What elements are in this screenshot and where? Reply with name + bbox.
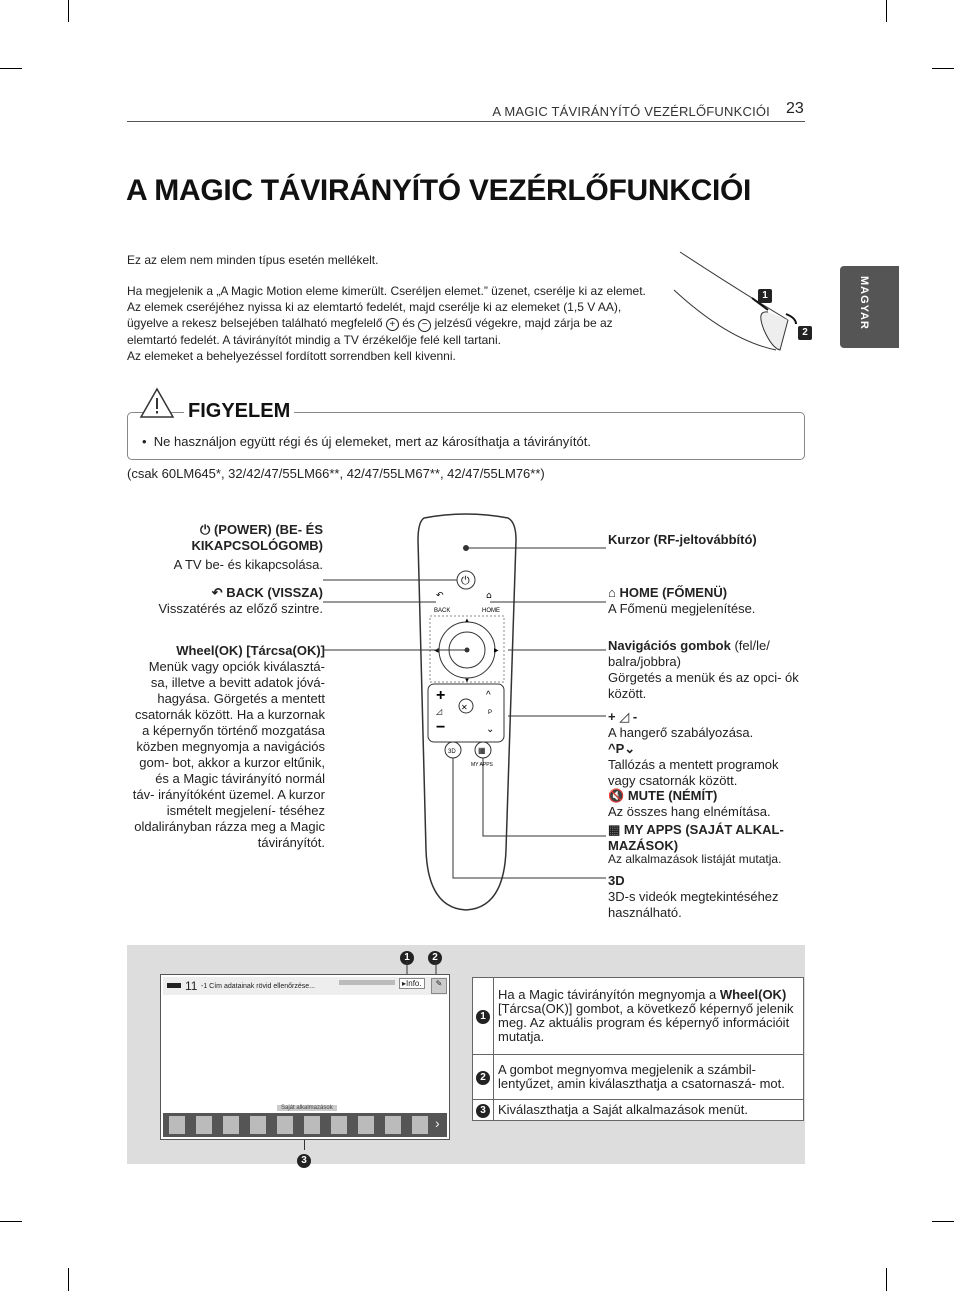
plus-icon: + bbox=[386, 318, 399, 331]
caution-title: FIGYELEM bbox=[184, 400, 294, 423]
wheel-desc: Menük vagy opciók kiválasztá- sa, illetve a bevitt adatok jóvá- hagyása. Görgetés a mentett csatornák között. Ha a kurzornak a képernyőn történő mozgatása közben megnyomja a navigációs gom- bot, akkor a kurzor eltűnik, és a Magic távirányító normál táv- irányítóként üzemel. A kurzor ismételt megjelení- téséhez oldalirányban rázza meg a Magic távirányítót. bbox=[132, 659, 325, 850]
battery-step-1-marker: 1 bbox=[758, 285, 772, 303]
channel-info: -1 Cím adatainak rövid ellenőrzése... bbox=[201, 983, 315, 990]
mute-icon: 🔇 bbox=[608, 788, 625, 803]
progress-bar bbox=[339, 980, 395, 985]
running-header: A MAGIC TÁVIRÁNYÍTÓ VEZÉRLŐFUNKCIÓI bbox=[492, 104, 770, 119]
crop-mark bbox=[0, 68, 22, 69]
crop-mark bbox=[932, 1221, 954, 1222]
battery-step-2-marker: 2 bbox=[798, 322, 812, 340]
intro-text: Ha megjelenik a „A Magic Motion eleme kimerült. Cseréljen elemet.” üzenet, cserélje ki az elemet. Az elemek cseréjéhez nyissa ki az elemtartó fedelét, majd cserélje ki az elemeket (1,5 V AA), ügyelve a rekesz belsejében található megfelelő + és − jelzésű végekre, majd zárja be az elemtartó fedelét. A távirányítót mindig a TV érzékelője felé kell tartani. Az elemeket a behelyezéssel fordított sorrendben kell kivenni. bbox=[127, 284, 646, 363]
app-icons-row[interactable] bbox=[169, 1116, 429, 1134]
callout-3: 3 bbox=[297, 1150, 311, 1168]
svg-text:▲: ▲ bbox=[464, 618, 470, 624]
svg-text:⌂: ⌂ bbox=[486, 591, 492, 601]
home-icon: ⌂ bbox=[608, 585, 616, 600]
wheel-label: Wheel(OK) [Tárcsa(OK)] bbox=[176, 643, 325, 658]
chevron-down-icon: ⌄ bbox=[624, 741, 636, 756]
home-desc: A Főmenü megjelenítése. bbox=[608, 601, 756, 616]
3d-button-text: 3D bbox=[448, 749, 456, 755]
back-icon: ↶ bbox=[211, 585, 223, 600]
minus-icon: − bbox=[418, 319, 431, 332]
myapps-desc: Az alkalmazások listáját mutatja. bbox=[608, 852, 782, 866]
tv-screen bbox=[160, 974, 450, 1140]
svg-text:+: + bbox=[436, 687, 446, 704]
back-desc: Visszatérés az előző szintre. bbox=[158, 601, 323, 616]
back-button-text: BACK bbox=[434, 608, 451, 614]
page-title: A MAGIC TÁVIRÁNYÍTÓ VEZÉRLŐFUNKCIÓI bbox=[126, 174, 752, 207]
table-row: 1 Ha a Magic távirányítón megnyomja a Wheel(OK) [Tárcsa(OK)] gombot, a következő képernyő jelenik meg. Az aktuális program és képernyő információit mutatja. bbox=[473, 978, 804, 1055]
svg-text:⏻: ⏻ bbox=[461, 574, 470, 587]
crop-mark bbox=[886, 1268, 887, 1291]
my-apps-bar[interactable] bbox=[163, 1113, 447, 1137]
model-list: (csak 60LM645*, 32/42/47/55LM66**, 42/47/55LM67**, 42/47/55LM76**) bbox=[127, 466, 545, 481]
callout-1: 1 bbox=[400, 947, 414, 965]
grid-icon: ▦ bbox=[608, 822, 621, 837]
chevron-up-icon: ^ bbox=[608, 741, 616, 756]
table-row: 2 A gombot megnyomva megjelenik a számbil- lentyűzet, amin kiválaszthatja a csatornaszá- mot. bbox=[473, 1055, 804, 1100]
my-apps-bar-label: Saját alkalmazások bbox=[277, 1105, 337, 1111]
callout-2: 2 bbox=[428, 947, 442, 965]
crop-mark bbox=[0, 1221, 22, 1222]
magic-remote-illustration bbox=[320, 510, 620, 915]
svg-text:−: − bbox=[436, 719, 446, 736]
crop-mark bbox=[886, 0, 887, 22]
nav-label: Navigációs gombok (fel/le/ balra/jobbra) Görgetés a menük és az opci- ók között. bbox=[608, 638, 799, 701]
info-button[interactable]: ▸Info. bbox=[399, 978, 425, 989]
svg-text:◀: ◀ bbox=[434, 648, 439, 654]
language-tab: MAGYAR bbox=[840, 266, 899, 348]
page-number: 23 bbox=[786, 100, 804, 117]
keypad-button[interactable]: ✎ bbox=[431, 978, 447, 994]
crop-mark bbox=[932, 68, 954, 69]
svg-text:▼: ▼ bbox=[464, 678, 470, 684]
mute-desc: Az összes hang elnémítása. bbox=[608, 804, 771, 819]
home-button-text: HOME bbox=[482, 608, 500, 614]
volume-icon: ◿ bbox=[619, 709, 630, 724]
crop-mark bbox=[68, 0, 69, 22]
battery-cover-illustration bbox=[668, 250, 818, 365]
callout-leader bbox=[304, 1140, 305, 1150]
3d-desc: 3D-s videók megtekintéséhez használható. bbox=[608, 889, 779, 920]
crop-mark bbox=[68, 1268, 69, 1291]
svg-text:^: ^ bbox=[486, 690, 491, 701]
3d-label: 3D bbox=[608, 873, 625, 888]
back-label: ↶ BACK (VISSZA) bbox=[211, 585, 323, 600]
channel-indicator bbox=[167, 983, 181, 988]
svg-text:↶: ↶ bbox=[436, 591, 444, 601]
channel-number: 11 bbox=[185, 979, 198, 993]
volume-desc: A hangerő szabályozása. bbox=[608, 725, 754, 740]
svg-text:▶: ▶ bbox=[494, 648, 499, 654]
volume-label: + ◿ - bbox=[608, 709, 638, 724]
power-label: ⏻ (POWER) (BE- ÉS KIKAPCSOLÓGOMB) bbox=[191, 522, 323, 553]
mute-label: 🔇 MUTE (NÉMÍT) bbox=[608, 788, 718, 803]
callout-table bbox=[472, 977, 804, 1121]
svg-text:⌄: ⌄ bbox=[486, 724, 495, 735]
table-row: 3 Kiválaszthatja a Saját alkalmazások menüt. bbox=[473, 1100, 804, 1121]
info-bar bbox=[163, 977, 447, 995]
p-button-text: P bbox=[488, 710, 493, 716]
program-desc: Tallózás a mentett programok vagy csatornák között. bbox=[608, 757, 779, 788]
svg-text:◿: ◿ bbox=[436, 707, 443, 716]
caution-text: • Ne használjon együtt régi és új elemeket, mert az károsíthatja a távirányítót. bbox=[142, 434, 591, 449]
warning-icon bbox=[139, 387, 175, 419]
chevron-right-icon[interactable]: › bbox=[435, 1115, 440, 1131]
my-apps-button-text: MY APPS bbox=[471, 762, 493, 768]
power-icon: ⏻ bbox=[200, 522, 211, 537]
myapps-label: ▦ MY APPS (SAJÁT ALKAL- MAZÁSOK) bbox=[608, 822, 784, 853]
svg-text:✕: ✕ bbox=[461, 703, 468, 712]
cursor-label: Kurzor (RF-jeltovábbító) bbox=[608, 532, 757, 547]
home-label: ⌂ HOME (FŐMENÜ) bbox=[608, 585, 728, 600]
intro-text: Ez az elem nem minden típus esetén mellékelt. bbox=[127, 253, 379, 267]
program-label: ^P⌄ bbox=[608, 741, 636, 756]
power-desc: A TV be- és kikapcsolása. bbox=[173, 557, 323, 572]
header-rule bbox=[127, 121, 805, 122]
svg-text:▦: ▦ bbox=[478, 746, 486, 755]
